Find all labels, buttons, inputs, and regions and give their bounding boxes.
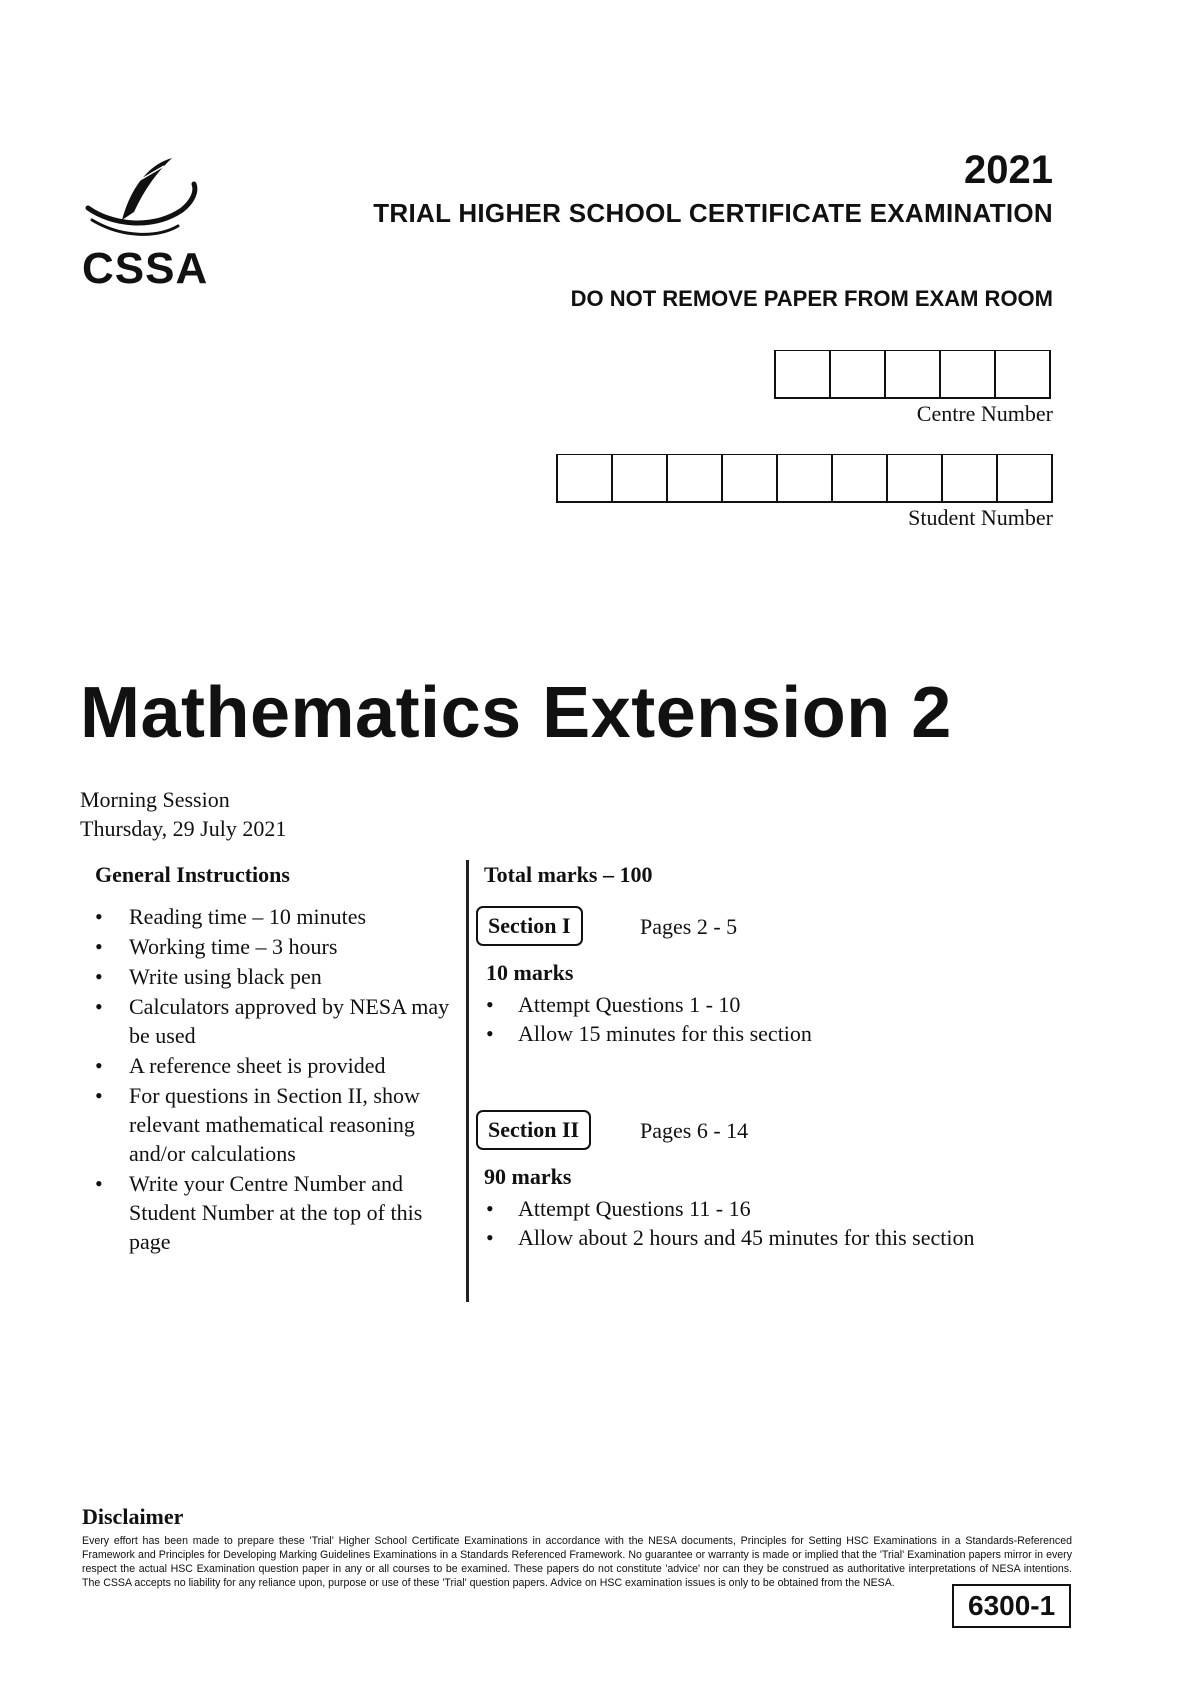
instruction-item: • Reading time – 10 minutes — [95, 902, 455, 931]
student-number-digit-box[interactable] — [943, 455, 998, 501]
section-1-marks: 10 marks — [486, 960, 574, 985]
session-date: Thursday, 29 July 2021 — [80, 816, 287, 841]
section-2-instructions — [486, 1194, 1046, 1252]
centre-number-boxes[interactable] — [774, 350, 1051, 399]
session-info — [80, 785, 286, 843]
logo-text: CSSA — [82, 244, 209, 293]
section-1-label: Section I — [476, 906, 583, 946]
instruction-item: • Calculators approved by NESA may be used — [95, 992, 455, 1050]
general-instructions-heading: General Instructions — [95, 862, 290, 887]
student-number-digit-box[interactable] — [778, 455, 833, 501]
student-number-digit-box[interactable] — [723, 455, 778, 501]
instruction-item: • Write your Centre Number and Student Number at the top of this page — [95, 1169, 455, 1256]
section-2-pages: Pages 6 - 14 — [640, 1118, 749, 1143]
session-name: Morning Session — [80, 787, 230, 812]
section-1-item: • Attempt Questions 1 - 10 — [486, 990, 1046, 1019]
section-1-item: • Allow 15 minutes for this section — [486, 1019, 1046, 1048]
subject-title: Mathematics Extension 2 — [80, 673, 952, 753]
student-number-digit-box[interactable] — [668, 455, 723, 501]
student-number-digit-box[interactable] — [833, 455, 888, 501]
instruction-item: • Working time – 3 hours — [95, 932, 455, 961]
disclaimer-heading: Disclaimer — [82, 1504, 184, 1529]
instruction-item: • For questions in Section II, show relevant mathematical reasoning and/or calculations — [95, 1081, 455, 1168]
section-1-pages: Pages 2 - 5 — [640, 914, 738, 939]
section-2-marks: 90 marks — [484, 1164, 572, 1189]
centre-number-digit-box[interactable] — [996, 351, 1049, 397]
general-instructions-list — [95, 902, 455, 1257]
student-number-digit-box[interactable] — [888, 455, 943, 501]
instruction-item: • Write using black pen — [95, 962, 455, 991]
total-marks: Total marks – 100 — [484, 862, 653, 887]
section-1-instructions — [486, 990, 1046, 1048]
centre-number-digit-box[interactable] — [941, 351, 996, 397]
column-divider — [466, 860, 469, 1302]
section-2-item: • Attempt Questions 11 - 16 — [486, 1194, 1046, 1223]
exam-year: 2021 — [964, 148, 1053, 192]
section-2-item: • Allow about 2 hours and 45 minutes for this section — [486, 1223, 1046, 1252]
centre-number-label: Centre Number — [916, 401, 1053, 426]
centre-number-digit-box[interactable] — [776, 351, 831, 397]
centre-number-digit-box[interactable] — [831, 351, 886, 397]
disclaimer-text: Every effort has been made to prepare these 'Trial' Higher School Certificate Examinations in accordance with the NESA documents, Principles for Setting HSC Examinations in a Standards-Referenced Framework and Principles for Developing Marking Guidelines Examinations in a Standards Referenced Framework. No guarantee or warranty is made or implied that the 'Trial' Examination papers mirror in every respect the actual HSC Examination question paper in any or all courses to be examined. These papers do not constitute 'advice' nor can they be construed as authoritative interpretations of NESA intentions. The CSSA accepts no liability for any reliance upon, purpose or use of these 'Trial' question papers. Advice on HSC examination issues is only to be obtained from the NESA. — [82, 1535, 1072, 1589]
exam-title: TRIAL HIGHER SCHOOL CERTIFICATE EXAMINATION — [373, 198, 1053, 228]
do-not-remove-notice: DO NOT REMOVE PAPER FROM EXAM ROOM — [570, 286, 1053, 311]
student-number-digit-box[interactable] — [998, 455, 1051, 501]
student-number-digit-box[interactable] — [558, 455, 613, 501]
centre-number-digit-box[interactable] — [886, 351, 941, 397]
section-2-label: Section II — [476, 1110, 591, 1150]
student-number-label: Student Number — [908, 505, 1053, 530]
student-number-boxes[interactable] — [556, 454, 1053, 503]
paper-code: 6300-1 — [952, 1584, 1071, 1628]
instruction-item: • A reference sheet is provided — [95, 1051, 455, 1080]
student-number-digit-box[interactable] — [613, 455, 668, 501]
